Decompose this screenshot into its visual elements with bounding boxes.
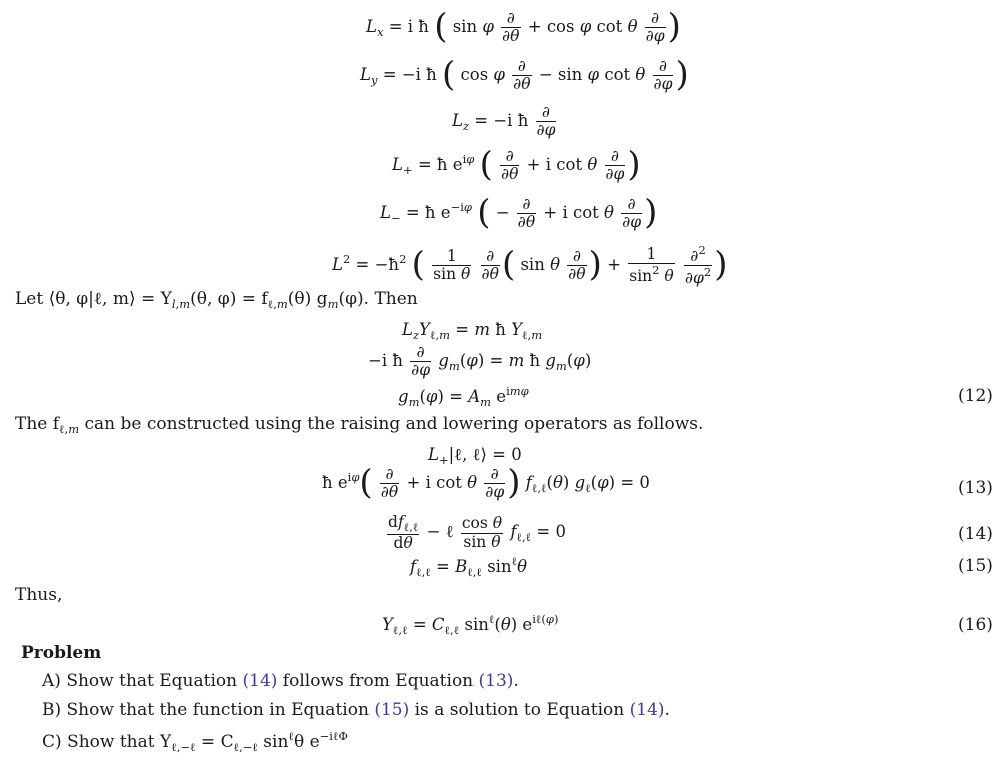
equation-number-14: (14) [958,524,993,544]
equation-number-12: (12) [958,386,993,406]
problem-item-b: B) Show that the function in Equation (15) is a solution to Equation (14). [42,700,670,720]
equation-lz: $L_z = -i$ ħ $\frac{\partial}{\partial\varphi}$ [452,103,556,140]
equation-ly: $L_y = -i$ ħ ( cos φ $\frac{\partial}{\partial\theta}$ − sin φ cot θ $\frac{\partial}{\partial\varphi}$ ) [360,54,689,95]
problem-item-label: B) [42,700,62,720]
equation-14: $\frac{df_{\ell,\ell}}{d\theta}$ − ℓ $\frac{\text{cos θ}}{\text{sin θ}}$ $f_{\ell,\ell} = 0$ [388,513,566,553]
let-sentence: Let ⟨θ, φ|ℓ, m⟩ = $Y_{l,m}(\theta$, $\varphi) = f_{\ell,m}(\theta)$ $g_m(\varphi)$. Then [15,289,418,311]
problem-item-c: C) Show that $Y_{\ell,-\ell} = C_{\ell,-\ell}$ $\sin^\ell\theta$ $e^{-i\ell\Phi}$ [42,729,348,754]
equation-l-squared: $L^2$ = $-ħ^2$ ( $\frac{1}{\text{sin θ}}$ $\frac{\partial}{\partial\theta}$ ( sin θ $\frac{\partial}{\partial\theta}$ ) + $\frac{1}{\sin^2 \theta}$ $\frac{\partial^2}{\partial\varphi^2}$ ) [332,243,728,288]
equation-12: $g_m(\varphi) = A_m$ $e^{im\varphi}$ [398,384,529,409]
equation-lx: $L_x = i$ ħ ( sin φ $\frac{\partial}{\partial\theta}$ + cos φ cot θ $\frac{\partial}{\partial\varphi}$ ) [366,6,681,47]
let-end: (φ). Then [338,289,418,309]
let-tail: (θ) g [287,289,328,309]
thus-text: Thus, [15,585,63,605]
equation-number-15: (15) [958,556,993,576]
construct-text: The f [15,414,60,434]
equation-g-differential: −i ħ $\frac{\partial}{\partial\varphi}$ $g_m(\varphi) = m$ ħ $g_m(\varphi)$ [368,343,592,380]
problem-item-label: A) [42,671,61,691]
problem-item-label: C) [42,732,62,752]
equation-13: ħ $e^{i\varphi}$( $\frac{\partial}{\partial\theta}$ + i cot θ $\frac{\partial}{\partial\varphi}$ ) $f_{\ell,\ell}(\theta) g_\ell(\varphi) = 0$ [322,462,650,503]
equation-number-16: (16) [958,615,993,635]
problem-item-a: A) Show that Equation (14) follows from Equation (13). [42,671,519,691]
equation-link[interactable]: (14) [629,700,665,720]
equation-15: $f_{\ell,\ell} = B_{\ell,\ell}$ $\sin^\ell\theta$ [410,554,528,579]
equation-lplus-ket: $L_+|\ell$, ℓ⟩ = 0 [428,445,522,467]
construct-rest: can be constructed using the raising and lowering operators as follows. [79,414,704,434]
equation-lplus: $L_+$ = ħ $e^{i\varphi}$ ( $\frac{\partial}{\partial\theta}$ + i cot θ $\frac{\partial}{\partial\varphi}$ ) [392,144,641,185]
let-text: Let ⟨θ, φ|ℓ, m⟩ = Y [15,289,172,309]
equation-link[interactable]: (13) [478,671,514,691]
equation-number-13: (13) [958,478,993,498]
equation-lz-eigen: $L_zY_{\ell,m} = m$ ħ $Y_{\ell,m}$ [402,320,543,342]
let-rest: (θ, φ) = f [190,289,268,309]
equation-link[interactable]: (14) [242,671,278,691]
equation-lminus: $L_-$ = ħ $e^{-i\varphi}$ ( − $\frac{\partial}{\partial\theta}$ + i cot θ $\frac{\partial}{\partial\varphi}$ ) [380,192,658,233]
equation-16: $Y_{\ell,\ell} = C_{\ell,\ell}$ $\sin^\ell(\theta)$ $e^{i\ell(\varphi)}$ [382,612,559,637]
construct-sentence: The $f_{\ell,m}$ can be constructed using the raising and lowering operators as follows. [15,414,704,436]
equation-link[interactable]: (15) [374,700,410,720]
problem-heading: Problem [21,643,102,663]
